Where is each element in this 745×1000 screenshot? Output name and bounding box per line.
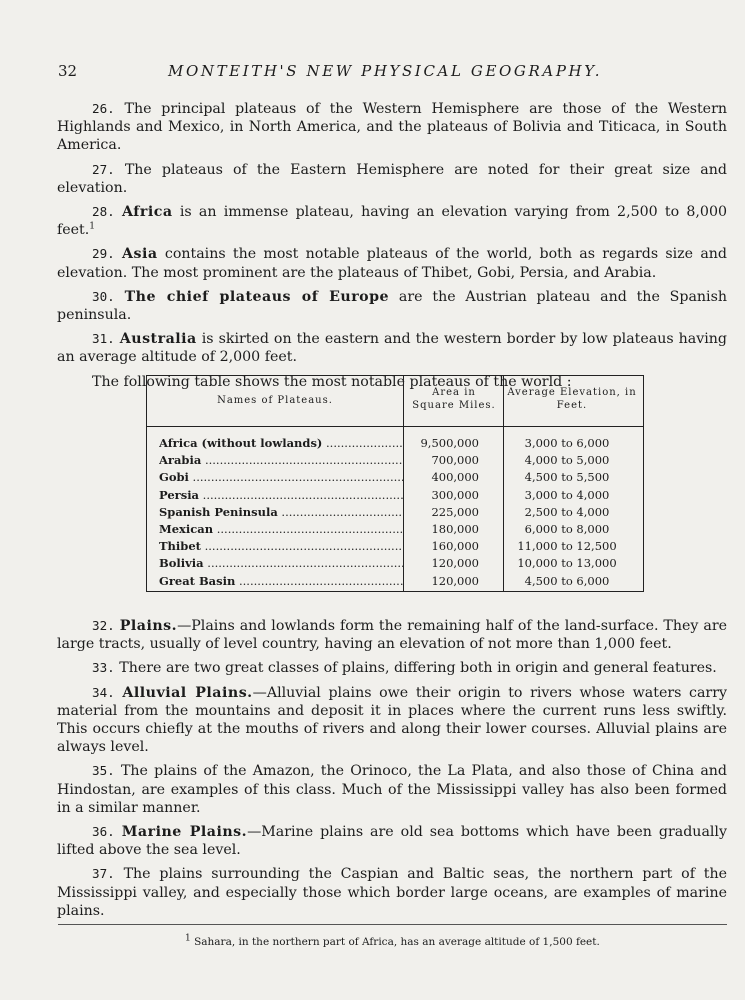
paragraph-text: contains the most notable plateaus of the world, both as regards size and elevation. The most prominent are the plateaus of Thibet, Gobi, Persia, and Arabia.: [57, 246, 728, 281]
paragraph-term: The chief plateaus of Europe: [124, 288, 390, 305]
paragraph-33: [57, 659, 727, 677]
table-row: [147, 574, 643, 591]
plateau-area: 9,500,000: [420, 436, 479, 450]
plateau-area: 160,000: [431, 539, 479, 554]
paragraph-number: 36.: [92, 824, 115, 840]
paragraph-30: [57, 288, 727, 324]
paragraph-text: The plains of the Amazon, the Orinoco, the La Plata, and also those of China and Hindostan, are examples of this class. Much of the Mississippi valley has also been formed in a similar manner.: [57, 763, 727, 816]
paragraph-term: Plains.: [119, 618, 178, 634]
table-row: [147, 436, 643, 453]
table-row: [147, 539, 643, 556]
paragraph-number: 37.: [92, 866, 115, 882]
paragraph-text: There are two great classes of plains, differing both in origin and general features.: [119, 660, 717, 677]
paragraph-term: Africa: [122, 204, 173, 221]
paragraph-text: The plains surrounding the Caspian and Baltic seas, the northern part of the Mississippi valley, and especially those which border large oceans, are examples of marine plains.: [57, 866, 727, 919]
paragraph-number: 32.: [92, 618, 115, 633]
plateau-elevation: 4,500 to 6,000: [524, 573, 610, 588]
plateau-elevation: 6,000 to 8,000: [524, 521, 610, 536]
paragraph-term: Australia: [119, 331, 197, 348]
paragraph-text: The following table shows the most notable plateaus of the world :: [92, 373, 572, 390]
plateau-name: Arabia .....: [159, 453, 403, 467]
paragraph-26: [57, 100, 727, 155]
paragraph-number: 29.: [92, 246, 115, 262]
header-area: Area in Square Miles.: [412, 387, 496, 411]
footnote-text: Sahara, in the northern part of Africa, has an average altitude of 1,500 feet.: [194, 936, 600, 948]
plateau-elevation: 3,000 to 4,000: [524, 487, 610, 502]
footnote-rule: [58, 924, 727, 925]
plateau-elevation: 3,000 to 6,000: [524, 436, 610, 450]
upper-text: [57, 100, 727, 397]
plateau-name: Spanish Peninsula .....: [159, 505, 403, 519]
footnote-reference: 1: [89, 221, 95, 232]
paragraph-31: [57, 330, 727, 366]
paragraph-text: The plateaus of the Eastern Hemisphere are noted for their great size and elevation.: [57, 161, 727, 196]
paragraph-number: 34.: [92, 684, 115, 700]
plateau-area: 400,000: [431, 470, 479, 485]
table-row: [147, 488, 643, 505]
running-title: MONTEITH'S NEW PHYSICAL GEOGRAPHY.: [168, 62, 603, 80]
paragraph-number: 27.: [92, 161, 115, 177]
paragraph-35: [57, 762, 727, 817]
paragraph-34: [57, 684, 727, 757]
header-names: Names of Plateaus.: [217, 395, 333, 406]
plateau-area: 120,000: [431, 573, 479, 588]
paragraph-28: [57, 203, 727, 239]
paragraph-text: is an immense plateau, having an elevation varying from 2,500 to 8,000 feet.: [57, 204, 728, 239]
plateau-elevation: 4,500 to 5,500: [524, 470, 610, 485]
paragraph-number: 30.: [92, 288, 115, 304]
plateaus-table: [146, 375, 644, 592]
paragraph-36: [57, 823, 727, 859]
plateau-area: 300,000: [431, 487, 479, 502]
paragraph-text: are the Austrian plateau and the Spanish peninsula.: [57, 288, 728, 324]
paragraph-term: Alluvial Plains.: [122, 684, 253, 701]
page-header: [58, 62, 715, 84]
paragraph-number: 33.: [92, 660, 115, 676]
paragraph-number: 31.: [92, 331, 115, 347]
header-rule: [147, 426, 643, 427]
table-row: [147, 453, 643, 470]
paragraph-29: [57, 245, 727, 281]
table-row: [147, 470, 643, 487]
plateau-name: Great Basin .....: [159, 574, 403, 588]
paragraph-32: [57, 617, 727, 653]
paragraph-number: 28.: [92, 204, 115, 220]
page-number: 32: [58, 62, 78, 80]
paragraph-number: 35.: [92, 763, 115, 779]
paragraph-text: —Marine plains are old sea bottoms which have been gradually lifted above the sea level.: [57, 824, 727, 859]
paragraph-number: 26.: [92, 101, 115, 116]
paragraph-text: The principal plateaus of the Western Hemisphere are those of the Western Highlands and Mexico, in North America, and the plateaus of Bolivia and Titicaca, in South America.: [57, 101, 727, 154]
plateau-elevation: 4,000 to 5,000: [524, 453, 610, 468]
header-elevation: Average Elevation, in Feet.: [507, 387, 637, 411]
footnote-mark: 1: [185, 933, 191, 944]
lower-text: [57, 617, 727, 926]
table-row: [147, 505, 643, 522]
paragraph-text: is skirted on the eastern and the western border by low plateaus having an average altitude of 2,000 feet.: [57, 331, 728, 366]
paragraph-text: —Plains and lowlands form the remaining half of the land-surface. They are large tracts, usually of level country, having an elevation of not more than 1,000 feet.: [57, 618, 727, 653]
plateau-area: 120,000: [431, 556, 479, 571]
plateau-name: Gobi .....: [159, 470, 403, 484]
plateau-elevation: 2,500 to 4,000: [524, 504, 610, 519]
plateau-area: 225,000: [431, 504, 479, 519]
plateau-area: 700,000: [431, 453, 479, 468]
footnote: [185, 933, 600, 948]
paragraph-text: —Alluvial plains owe their origin to rivers whose waters carry material from the mountains and deposit it in places where the current runs less swiftly. This occurs chiefly at the mouths of rivers and along their lower courses. Alluvial plains are always level.: [57, 684, 728, 756]
plateau-area: 180,000: [431, 521, 479, 536]
plateau-name: Thibet .....: [159, 539, 403, 553]
plateau-name: Mexican .....: [159, 522, 403, 536]
plateau-name: Persia .....: [159, 488, 403, 502]
plateau-elevation: 11,000 to 12,500: [517, 539, 617, 554]
paragraph-27: [57, 161, 727, 197]
plateau-elevation: 10,000 to 13,000: [517, 556, 617, 571]
table-row: [147, 556, 643, 573]
paragraph-37: [57, 865, 727, 920]
table-row: [147, 522, 643, 539]
plateau-name: Bolivia .....: [159, 556, 403, 570]
plateau-name: Africa (without lowlands) .....: [159, 436, 403, 450]
paragraph-term: Marine Plains.: [121, 824, 248, 841]
paragraph-term: Asia: [122, 246, 158, 263]
table-body: [147, 436, 643, 591]
